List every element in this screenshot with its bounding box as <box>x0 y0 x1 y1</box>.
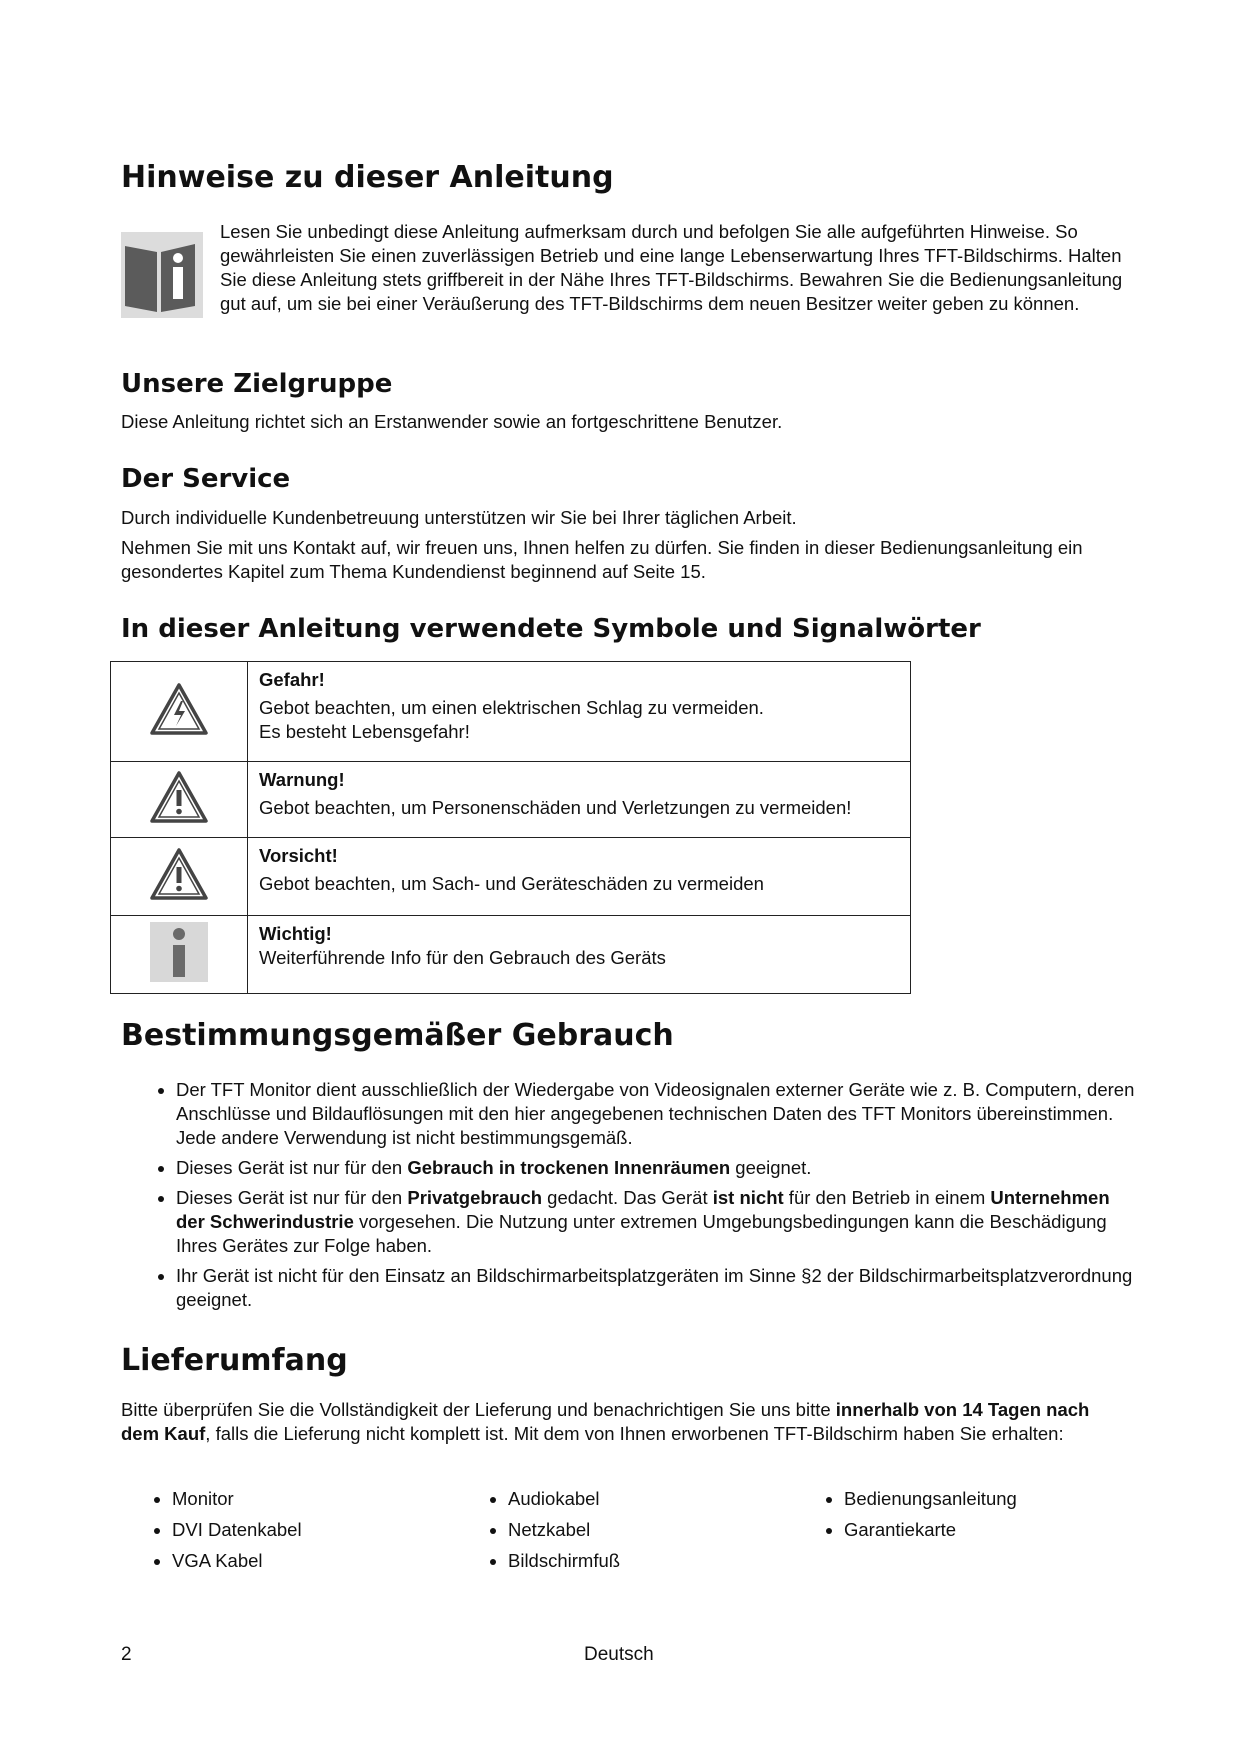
delivery-column-3 <box>822 1483 1017 1545</box>
list-item: • Dieses Gerät ist nur für den Gebrauch in trockenen Innenräumen geeignet. <box>176 1156 1136 1180</box>
list-item: • Netzkabel <box>508 1514 620 1545</box>
usage-list <box>150 1078 1136 1318</box>
heading-service: Der Service <box>121 464 291 494</box>
lieferumfang-text: Bitte überprüfen Sie die Vollständigkeit der Lieferung und benachrichtigen Sie uns bitte innerhalb von 14 Tagen nach dem Kauf, falls die Lieferung nicht komplett ist. Mit dem von Ihnen erworbenen TFT-Bildschirm haben Sie erhalten: <box>121 1399 1090 1444</box>
symbol-description: Gebot beachten, um einen elektrischen Schlag zu vermeiden. <box>259 697 764 718</box>
list-item: • VGA Kabel <box>172 1545 302 1576</box>
intro-paragraph: Lesen Sie unbedingt diese Anleitung aufmerksam durch und befolgen Sie alle aufgeführten Hinweise. So gewährleisten Sie einen zuverlässigen Betrieb und eine lange Lebenserwartung Ihres TFT-Bildschirms. Halten Sie diese Anleitung stets griffbereit in der Nähe Ihres TFT-Bildschirms. Bewahren Sie die Bedienungsanleitung gut auf, um sie bei einer Veräußerung des TFT-Bildschirms dem neuen Besitzer weiter geben zu können. <box>220 221 1123 314</box>
list-item: • Monitor <box>172 1483 302 1514</box>
heading-lieferumfang: Lieferumfang <box>121 1343 348 1378</box>
manual-info-icon <box>121 232 203 318</box>
symbol-description: Gebot beachten, um Personenschäden und Verletzungen zu vermeiden! <box>259 797 852 818</box>
list-item: • Audiokabel <box>508 1483 620 1514</box>
symbol-row <box>111 838 911 916</box>
symbol-description: Weiterführende Info für den Gebrauch des Geräts <box>259 947 666 968</box>
list-item: • DVI Datenkabel <box>172 1514 302 1545</box>
list-item: • Der TFT Monitor dient ausschließlich der Wiedergabe von Videosignalen externer Geräte wie z. B. Computern, deren Anschlüsse und Bildauflösungen mit den hier angegebenen technischen Daten des TFT Monitors übereinstimmen. Jede andere Verwendung ist nicht bestimmungsgemäß. <box>176 1078 1136 1150</box>
list-item: • Bedienungsanleitung <box>844 1483 1017 1514</box>
symbol-description: Gebot beachten, um Sach- und Geräteschäden zu vermeiden <box>259 873 764 894</box>
list-item: • Dieses Gerät ist nur für den Privatgebrauch gedacht. Das Gerät ist nicht für den Betrieb in einem Unternehmen der Schwerindustrie vorgesehen. Die Nutzung unter extremen Umgebungsbedingungen kann die Beschädigung Ihres Gerätes zur Folge haben. <box>176 1186 1136 1258</box>
service-text-2: Nehmen Sie mit uns Kontakt auf, wir freuen uns, Ihnen helfen zu dürfen. Sie finden in dieser Bedienungsanleitung ein gesondertes Kapitel zum Thema Kundendienst beginnend auf Seite 15. <box>121 537 1083 582</box>
symbol-description-2: Es besteht Lebensgefahr! <box>259 721 470 742</box>
service-text-1: Durch individuelle Kundenbetreuung unterstützen wir Sie bei Ihrer täglichen Arbeit. <box>121 507 797 528</box>
footer-language: Deutsch <box>584 1644 654 1665</box>
warning-icon <box>149 770 209 824</box>
page-number: 2 <box>121 1644 132 1665</box>
electric-warning-icon <box>149 682 209 736</box>
heading-zielgruppe: Unsere Zielgruppe <box>121 369 393 399</box>
symbol-row <box>111 916 911 994</box>
symbol-title: Gefahr! <box>259 669 325 690</box>
list-item: • Bildschirmfuß <box>508 1545 620 1576</box>
symbol-row <box>111 762 911 838</box>
list-item: • Ihr Gerät ist nicht für den Einsatz an Bildschirmarbeitsplatzgeräten im Sinne §2 der Bildschirmarbeitsplatzverordnung geeignet. <box>176 1264 1136 1312</box>
caution-icon <box>149 847 209 901</box>
symbol-row <box>111 662 911 762</box>
list-item: • Garantiekarte <box>844 1514 1017 1545</box>
symbol-title: Vorsicht! <box>259 845 338 866</box>
heading-symbole: In dieser Anleitung verwendete Symbole und Signalwörter <box>121 614 981 644</box>
symbol-title: Wichtig! <box>259 923 332 944</box>
symbols-table <box>110 661 911 994</box>
info-icon <box>150 922 208 982</box>
zielgruppe-text: Diese Anleitung richtet sich an Erstanwender sowie an fortgeschrittene Benutzer. <box>121 411 783 432</box>
symbol-title: Warnung! <box>259 769 345 790</box>
heading-gebrauch: Bestimmungsgemäßer Gebrauch <box>121 1018 674 1053</box>
heading-hinweise: Hinweise zu dieser Anleitung <box>121 160 614 195</box>
delivery-column-1 <box>150 1483 302 1576</box>
delivery-column-2 <box>486 1483 620 1576</box>
